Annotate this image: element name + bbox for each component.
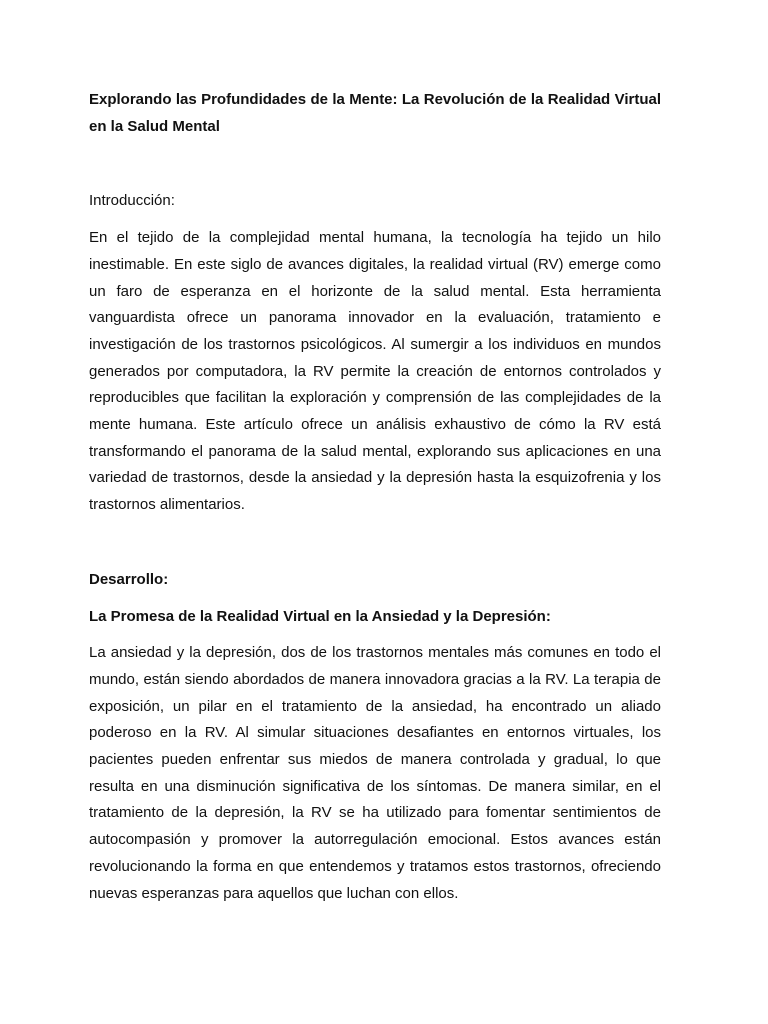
section-paragraph: La ansiedad y la depresión, dos de los trastornos mentales más comunes en todo el mundo, están siendo abordados de manera innovadora gracias a la RV. La terapia de exposición, un pilar en el tratamiento de la ansiedad, ha encontrado un aliado poderoso en la RV. Al simular situaciones desafiantes en entornos virtuales, los pacientes pueden enfrentar sus miedos de manera controlada y gradual, lo que resulta en una disminución significativa de los síntomas. De manera similar, en el tratamiento de la depresión, la RV se ha utilizado para fomentar sentimientos de autocompasión y promover la autorregulación emocional. Estos avances están revolucionando la forma en que entendemos y tratamos estos trastornos, ofreciendo nuevas esperanzas para aquellos que luchan con ellos. [89, 644, 661, 902]
section-heading: La Promesa de la Realidad Virtual en la Ansiedad y la Depresión: [89, 607, 551, 625]
intro-paragraph: En el tejido de la complejidad mental humana, la tecnología ha tejido un hilo inestimable. En este siglo de avances digitales, la realidad virtual (RV) emerge como un faro de esperanza en el horizonte de la salud mental. Esta herramienta vanguardista ofrece un panorama innovador en la evaluación, tratamiento e investigación de los trastornos psicológicos. Al sumergir a los individuos en mundos generados por computadora, la RV permite la creación de entornos controlados y reproducibles que facilitan la exploración y comprensión de las complejidades de la mente humana. Este artículo ofrece un análisis exhaustivo de cómo la RV está transformando el panorama de la salud mental, explorando sus aplicaciones en una variedad de trastornos, desde la ansiedad y la depresión hasta la esquizofrenia y los trastornos alimentarios. [89, 229, 661, 514]
document-body [89, 87, 661, 907]
intro-heading: Introducción: [89, 192, 175, 210]
document-title: Explorando las Profundidades de la Mente: La Revolución de la Realidad Virtual en la Salud Mental [89, 91, 661, 135]
development-heading: Desarrollo: [89, 570, 169, 588]
